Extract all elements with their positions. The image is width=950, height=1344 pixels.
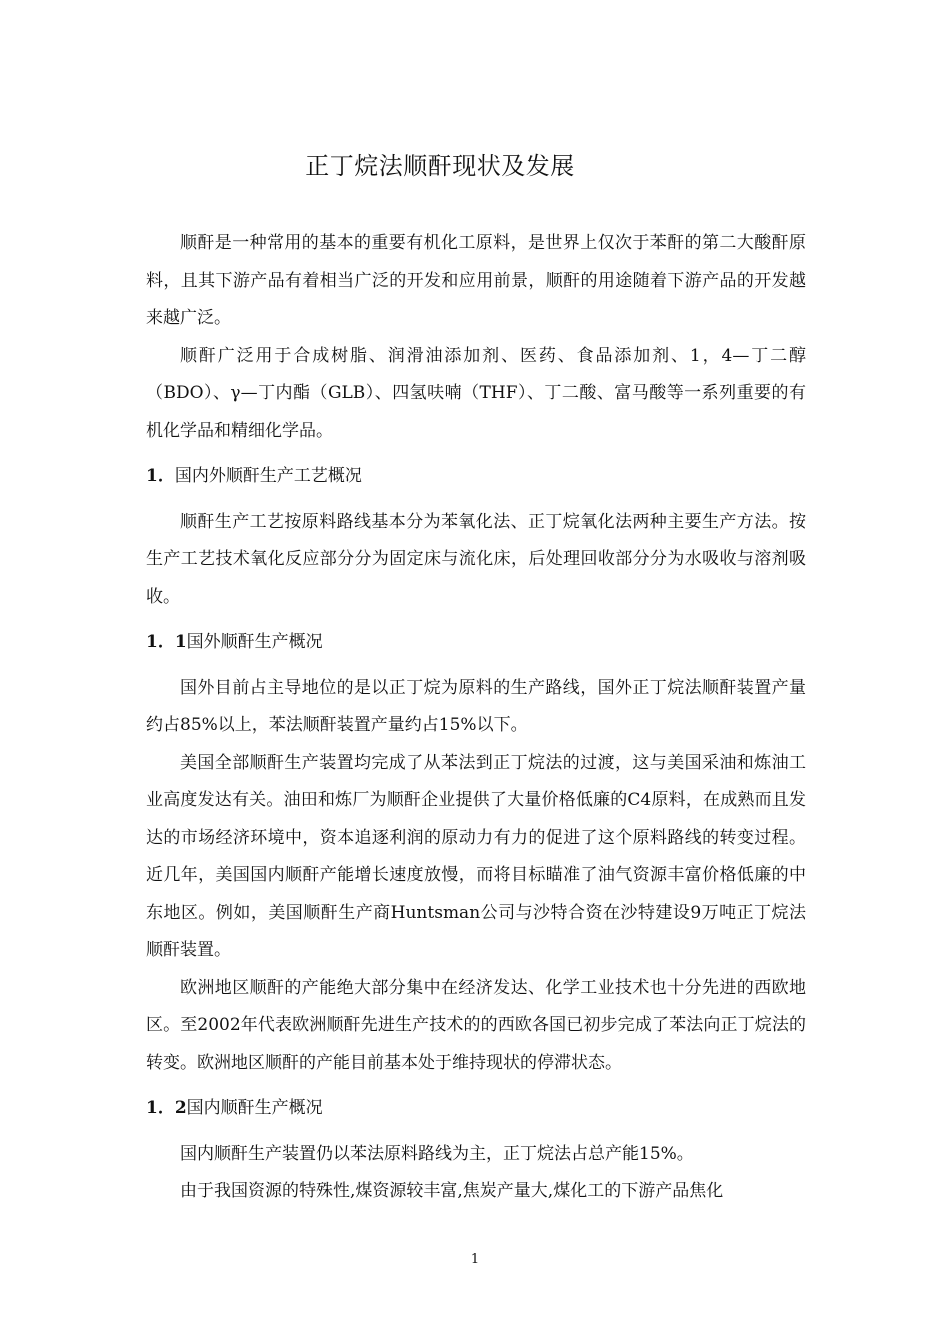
section-1-number: 1．	[146, 466, 175, 486]
section-1-1-paragraph-1: 国外目前占主导地位的是以正丁烷为原料的生产路线，国外正丁烷法顺酐装置产量约占85%以上，苯法顺酐装置产量约占15%以下。	[146, 677, 806, 735]
section-1-2-paragraph-1: 国内顺酐生产装置仍以苯法原料路线为主，正丁烷法占总产能15%。	[180, 1143, 694, 1164]
intro-paragraph-1: 顺酐是一种常用的基本的重要有机化工原料，是世界上仅次于苯酐的第二大酸酐原料，且其下游产品有着相当广泛的开发和应用前景，顺酐的用途随着下游产品的开发越来越广泛。	[146, 233, 806, 328]
section-1-1-number: 1．1	[146, 632, 187, 652]
section-1-heading	[146, 458, 806, 496]
section-1-1-title: 国外顺酐生产概况	[186, 632, 323, 652]
document-body	[146, 225, 806, 1211]
section-1-1-heading	[146, 624, 806, 662]
section-1-2-title: 国内顺酐生产概况	[186, 1098, 323, 1118]
section-1-2-paragraph-2: 由于我国资源的特殊性,煤资源较丰富,焦炭产量大,煤化工的下游产品焦化	[180, 1181, 724, 1201]
page-number: 1	[470, 1252, 480, 1267]
intro-paragraph-2: 顺酐广泛用于合成树脂、润滑油添加剂、医药、食品添加剂、1，4—丁二醇（BDO）、γ—丁内酯（GLB）、四氢呋喃（THF）、丁二酸、富马酸等一系列重要的有机化学品和精细化学品。	[146, 345, 806, 441]
section-1-1-paragraph-2: 美国全部顺酐生产装置均完成了从苯法到正丁烷法的过渡，这与美国采油和炼油工业高度发达有关。油田和炼厂为顺酐企业提供了大量价格低廉的C4原料，在成熟而且发达的市场经济环境中，资本追逐利润的原动力有力的促进了这个原料路线的转变过程。近几年，美国国内顺酐产能增长速度放慢，而将目标瞄准了油气资源丰富价格低廉的中东地区。例如，美国顺酐生产商Huntsman公司与沙特合资在沙特建设9万吨正丁烷法顺酐装置。	[146, 752, 806, 960]
section-1-2-heading	[146, 1090, 806, 1128]
section-1-1-paragraph-3: 欧洲地区顺酐的产能绝大部分集中在经济发达、化学工业技术也十分先进的西欧地区。至2002年代表欧洲顺酐先进生产技术的的西欧各国已初步完成了苯法向正丁烷法的转变。欧洲地区顺酐的产能目前基本处于维持现状的停滞状态。	[146, 977, 806, 1073]
section-1-2-number: 1．2	[146, 1098, 187, 1118]
section-1-title: 国内外顺酐生产工艺概况	[174, 466, 362, 486]
document-title: 正丁烷法顺酐现状及发展	[305, 152, 575, 180]
section-1-paragraph-1: 顺酐生产工艺按原料路线基本分为苯氧化法、正丁烷氧化法两种主要生产方法。按生产工艺技术氧化反应部分分为固定床与流化床，后处理回收部分分为水吸收与溶剂吸收。	[146, 511, 806, 607]
